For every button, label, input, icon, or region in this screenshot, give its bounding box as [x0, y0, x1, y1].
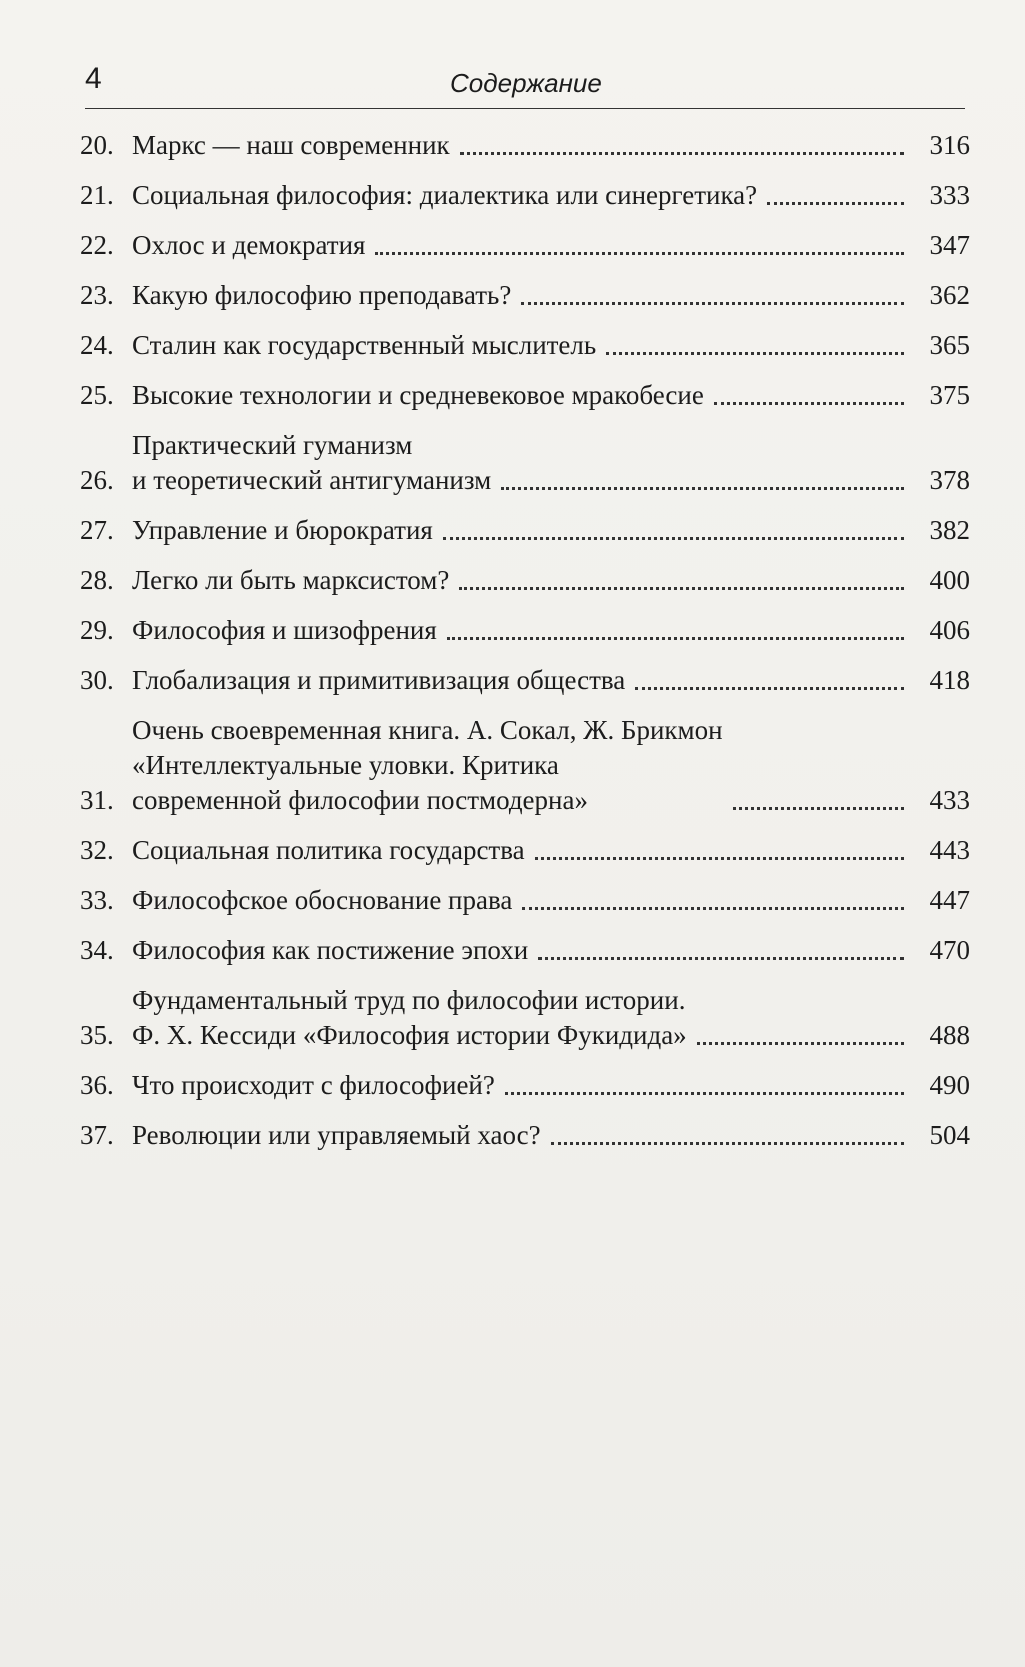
toc-entry-number: 28.	[80, 565, 114, 595]
toc-entry-page: 418	[929, 665, 970, 695]
dot-leader	[635, 687, 904, 690]
dot-leader	[535, 857, 904, 860]
toc-entry-title-wrap	[132, 513, 912, 548]
toc-entry-number: 26.	[80, 465, 114, 495]
toc-entry-title-wrap	[132, 428, 912, 498]
dot-leader	[606, 352, 904, 355]
toc-entry	[80, 983, 970, 1053]
toc-entry-title-wrap	[132, 713, 912, 818]
toc-entry-title: Философия как постижение эпохи	[132, 935, 529, 965]
dot-leader	[521, 302, 904, 305]
toc-entry-number: 21.	[80, 180, 114, 210]
toc-entry-page: 443	[929, 835, 970, 865]
page-header	[85, 60, 965, 109]
toc-entry-number: 32.	[80, 835, 114, 865]
toc-entry	[80, 563, 970, 598]
toc-entry-title-wrap	[132, 128, 912, 163]
toc-entry	[80, 228, 970, 263]
toc-entry-number: 33.	[80, 885, 114, 915]
toc-entry	[80, 883, 970, 918]
toc-entry-title: Практический гуманизм и теоретический антигуманизм	[132, 430, 492, 495]
toc-entry-number: 35.	[80, 1020, 114, 1050]
toc-entry-title: Философское обоснование права	[132, 885, 513, 915]
toc-entry	[80, 833, 970, 868]
toc-entry	[80, 1068, 970, 1103]
dot-leader	[714, 402, 904, 405]
toc-entry-number: 31.	[80, 785, 114, 815]
toc-entry-page: 375	[929, 380, 970, 410]
toc-entry-page: 406	[929, 615, 970, 645]
toc-entry-number: 37.	[80, 1120, 114, 1150]
dot-leader	[733, 807, 904, 810]
toc-entry-page: 433	[929, 785, 970, 815]
toc-entry-page: 504	[929, 1120, 970, 1150]
toc-entry-title: Фундаментальный труд по философии истории. Ф. Х. Кессиди «Философия истории Фукидида»	[132, 985, 687, 1050]
toc-entry	[80, 933, 970, 968]
toc-entry-page: 490	[929, 1070, 970, 1100]
dot-leader	[459, 587, 904, 590]
toc-entry-number: 23.	[80, 280, 114, 310]
toc-entry-page: 365	[929, 330, 970, 360]
toc-entry-title: Какую философию преподавать?	[132, 280, 512, 310]
toc-entry-page: 378	[929, 465, 970, 495]
toc-entry-number: 25.	[80, 380, 114, 410]
toc-entry	[80, 278, 970, 313]
toc-entry-title: Философия и шизофрения	[132, 615, 437, 645]
dot-leader	[522, 907, 904, 910]
dot-leader	[767, 202, 904, 205]
toc-entry-page: 347	[929, 230, 970, 260]
toc-entry-number: 29.	[80, 615, 114, 645]
toc-entry-page: 488	[929, 1020, 970, 1050]
toc-entry-title-wrap	[132, 663, 912, 698]
toc-entry-title: Революции или управляемый хаос?	[132, 1120, 541, 1150]
toc-entry-number: 22.	[80, 230, 114, 260]
dot-leader	[697, 1042, 904, 1045]
toc-entry-title-wrap	[132, 228, 912, 263]
toc-entry-number: 24.	[80, 330, 114, 360]
toc-entry-title: Сталин как государственный мыслитель	[132, 330, 597, 360]
toc-entry-title-wrap	[132, 378, 912, 413]
toc-entry	[80, 513, 970, 548]
toc-entry-page: 447	[929, 885, 970, 915]
toc-entry	[80, 613, 970, 648]
toc-entry-title: Высокие технологии и средневековое мракобесие	[132, 380, 704, 410]
dot-leader	[443, 537, 904, 540]
toc-entry	[80, 1118, 970, 1153]
toc-entry-title-wrap	[132, 278, 912, 313]
dot-leader	[538, 957, 904, 960]
toc-entry	[80, 713, 970, 818]
toc-entry-title-wrap	[132, 328, 912, 363]
toc-entry-title-wrap	[132, 178, 912, 213]
dot-leader	[501, 487, 904, 490]
toc-entry-title-wrap	[132, 563, 912, 598]
table-of-contents	[80, 128, 970, 1168]
page-number: 4	[85, 62, 102, 95]
toc-entry-title: Очень своевременная книга. А. Сокал, Ж. Брикмон «Интеллектуальные уловки. Критика современной философии постмодерна»	[132, 715, 723, 815]
dot-leader	[460, 152, 904, 155]
toc-entry-title: Социальная политика государства	[132, 835, 525, 865]
toc-entry	[80, 328, 970, 363]
toc-entry-page: 470	[929, 935, 970, 965]
toc-entry-number: 34.	[80, 935, 114, 965]
dot-leader	[551, 1142, 904, 1145]
toc-entry-title-wrap	[132, 1118, 912, 1153]
toc-entry	[80, 428, 970, 498]
toc-entry	[80, 663, 970, 698]
toc-entry-title: Социальная философия: диалектика или синергетика?	[132, 180, 758, 210]
toc-entry-page: 400	[929, 565, 970, 595]
toc-entry-title-wrap	[132, 1068, 912, 1103]
toc-entry-title: Глобализация и примитивизация общества	[132, 665, 626, 695]
toc-entry-number: 36.	[80, 1070, 114, 1100]
toc-entry-page: 316	[929, 130, 970, 160]
toc-entry-title: Что происходит с философией?	[132, 1070, 495, 1100]
toc-entry-title: Охлос и демократия	[132, 230, 366, 260]
toc-entry-title: Легко ли быть марксистом?	[132, 565, 450, 595]
dot-leader	[447, 637, 904, 640]
dot-leader	[375, 252, 904, 255]
toc-entry-title-wrap	[132, 613, 912, 648]
toc-entry-page: 362	[929, 280, 970, 310]
dot-leader	[505, 1092, 904, 1095]
toc-entry-number: 20.	[80, 130, 114, 160]
toc-entry-title: Управление и бюрократия	[132, 515, 433, 545]
toc-entry	[80, 128, 970, 163]
toc-entry-number: 27.	[80, 515, 114, 545]
running-title: Содержание	[450, 68, 602, 98]
toc-entry-number: 30.	[80, 665, 114, 695]
toc-entry-title-wrap	[132, 883, 912, 918]
toc-entry-page: 382	[929, 515, 970, 545]
toc-entry-title-wrap	[132, 983, 912, 1053]
toc-entry-title-wrap	[132, 833, 912, 868]
toc-entry-title-wrap	[132, 933, 912, 968]
toc-entry	[80, 178, 970, 213]
toc-entry	[80, 378, 970, 413]
toc-entry-page: 333	[929, 180, 970, 210]
toc-entry-title: Маркс — наш современник	[132, 130, 450, 160]
